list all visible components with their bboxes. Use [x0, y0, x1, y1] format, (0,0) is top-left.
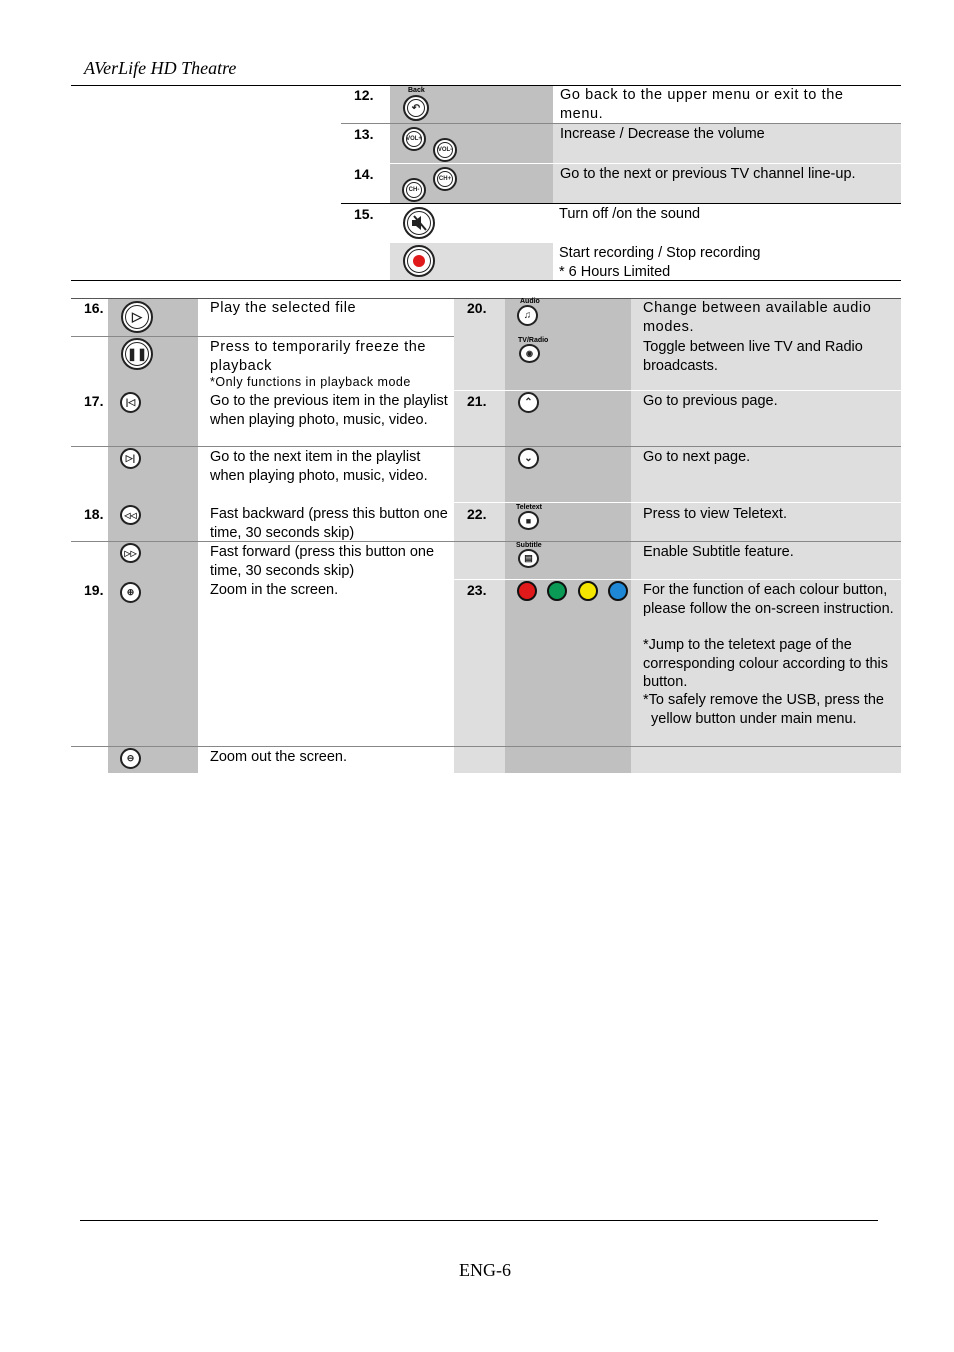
row-divider [454, 579, 901, 580]
row-desc: Change between available audio modes. [643, 300, 872, 335]
volume-down-icon: VOL- [433, 138, 457, 162]
yellow-button-icon [578, 581, 598, 601]
row-number: 19. [84, 582, 104, 598]
row-desc: Go to next page. [643, 449, 751, 465]
play-icon: ▷ [121, 301, 153, 333]
row-desc: Increase / Decrease the volume [560, 126, 765, 142]
row-desc: Fast backward (press this button one time, 30 seconds skip) [210, 506, 448, 541]
page-number: ENG-6 [459, 1260, 511, 1280]
record-icon [403, 245, 435, 277]
row-number: 15. [354, 206, 374, 222]
row-desc: Go to previous page. [643, 393, 778, 409]
fast-forward-icon: ▷▷ [120, 543, 141, 563]
mute-icon [403, 207, 435, 239]
tv-radio-label: TV/Radio [518, 337, 549, 344]
zoom-out-icon: ⊖ [120, 748, 141, 769]
row-divider [341, 123, 901, 124]
row-number: 17. [84, 393, 104, 409]
row-divider [71, 446, 901, 447]
row-desc: Play the selected file [210, 300, 357, 316]
num-column [454, 299, 505, 773]
subtitle-icon: ▤ [518, 549, 539, 568]
row-divider [454, 390, 901, 391]
next-icon: ▷| [120, 448, 141, 469]
back-icon: ↶ [403, 95, 429, 121]
row-number: 16. [84, 300, 104, 316]
row-desc: Turn off /on the sound [559, 206, 701, 222]
icon-column [108, 299, 198, 773]
audio-icon: ♫ [517, 305, 538, 326]
footer-rule [80, 1220, 878, 1221]
row-desc: Go to the next or previous TV channel line-up. [560, 166, 856, 182]
row-desc: Zoom in the screen. [210, 582, 339, 598]
row-number: 13. [354, 126, 374, 142]
row-note: *To safely remove the USB, press the yellow button under main menu. [643, 692, 884, 727]
back-label: Back [408, 87, 425, 94]
header-title: AVerLife HD Theatre [84, 58, 237, 78]
row-desc: Go to the next item in the playlist when playing photo, music, video. [210, 449, 428, 484]
row-desc: For the function of each colour button, please follow the on-screen instruction. [643, 582, 894, 617]
row-divider [71, 336, 454, 337]
row-desc: Fast forward (press this button one time, 30 seconds skip) [210, 544, 435, 579]
row-number: 21. [467, 393, 487, 409]
row-desc: Enable Subtitle feature. [643, 544, 794, 560]
rewind-icon: ◁◁ [120, 505, 141, 525]
row-number: 12. [354, 87, 374, 103]
channel-down-icon: CH- [402, 178, 426, 202]
green-button-icon [547, 581, 567, 601]
row-desc: Press to view Teletext. [643, 506, 787, 522]
channel-up-icon: CH+ [433, 167, 457, 191]
row-note: *Jump to the teletext page of the corresponding colour according to this button. [643, 637, 889, 690]
row-desc: Toggle between live TV and Radio broadcasts. [643, 339, 863, 374]
row-divider [71, 541, 901, 542]
pause-icon: ❚❚ [121, 338, 153, 370]
row-desc: Go back to the upper menu or exit to the menu. [560, 87, 844, 122]
row-number: 14. [354, 166, 374, 182]
row-desc: Zoom out the screen. [210, 749, 348, 765]
teletext-icon: ■ [518, 511, 539, 530]
row-divider [71, 746, 901, 747]
audio-label: Audio [520, 298, 540, 305]
icon-column [505, 299, 631, 773]
row-desc: Go to the previous item in the playlist when playing photo, music, video. [210, 393, 448, 428]
row-number: 20. [467, 300, 487, 316]
row-desc: Press to temporarily freeze the playback [210, 339, 427, 374]
teletext-label: Teletext [516, 504, 542, 511]
row-divider [341, 203, 901, 204]
row-desc: Start recording / Stop recording * 6 Hours Limited [559, 245, 761, 280]
subtitle-label: Subtitle [516, 542, 542, 549]
row-note: *Only functions in playback mode [210, 375, 411, 389]
row-number: 23. [467, 582, 487, 598]
page-up-icon: ⌃ [518, 392, 539, 413]
page-down-icon: ⌄ [518, 448, 539, 469]
red-button-icon [517, 581, 537, 601]
row-number: 18. [84, 506, 104, 522]
tv-radio-icon: ◉ [519, 344, 540, 363]
previous-icon: |◁ [120, 392, 141, 413]
row-divider [454, 502, 901, 503]
zoom-in-icon: ⊕ [120, 582, 141, 603]
volume-up-icon: VOL+ [402, 127, 426, 151]
row-number: 22. [467, 506, 487, 522]
blue-button-icon [608, 581, 628, 601]
